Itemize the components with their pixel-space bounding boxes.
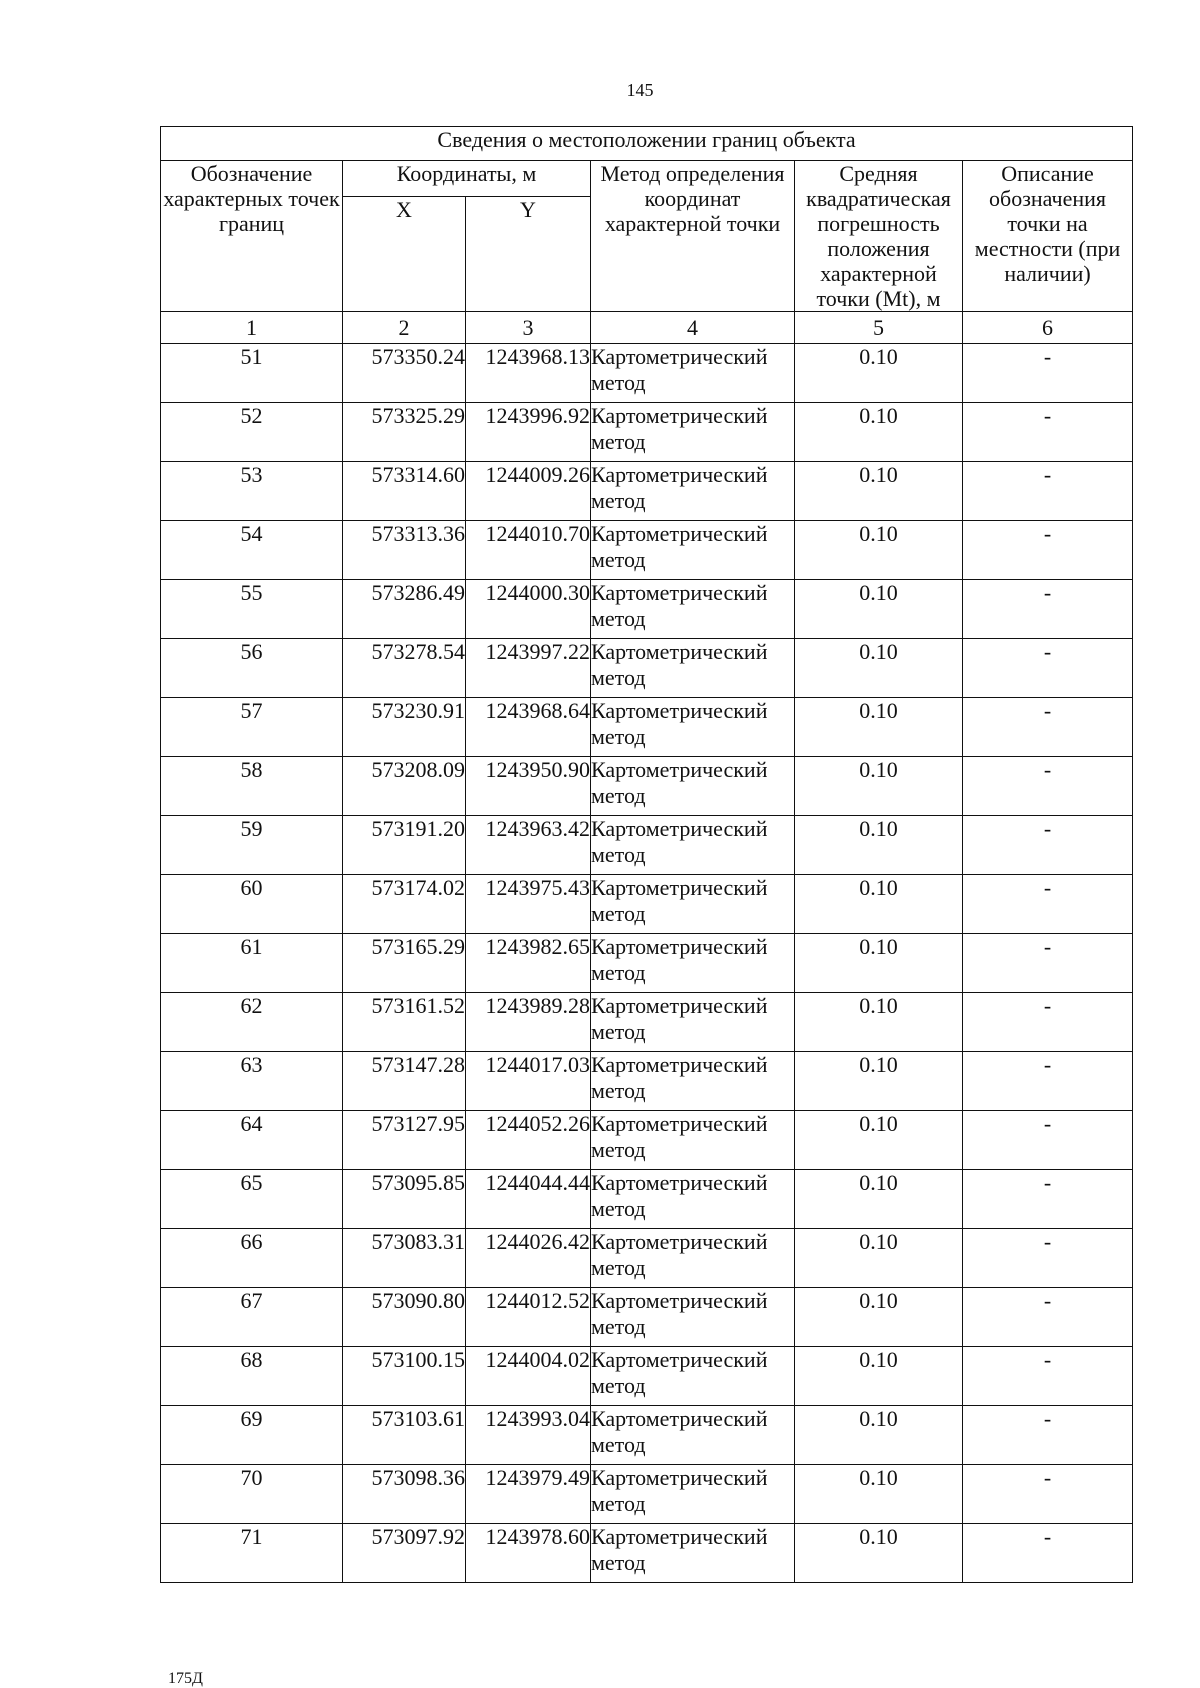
point-number-cell: 71 (161, 1524, 343, 1583)
column-number: 3 (466, 312, 591, 344)
description-cell: - (963, 1406, 1133, 1465)
table-row (161, 462, 1133, 521)
header-description: Описание обозначения точки на местности (при наличии) (963, 161, 1133, 312)
header-method: Метод определения координат характерной точки (591, 161, 795, 312)
table-row (161, 1229, 1133, 1288)
description-cell: - (963, 1111, 1133, 1170)
y-coordinate-cell: 1243989.28 (466, 993, 591, 1052)
y-coordinate-cell: 1243975.43 (466, 875, 591, 934)
description-cell: - (963, 1288, 1133, 1347)
table-row (161, 1406, 1133, 1465)
y-coordinate-cell: 1244010.70 (466, 521, 591, 580)
x-coordinate-cell: 573278.54 (343, 639, 466, 698)
point-number-cell: 51 (161, 344, 343, 403)
x-coordinate-cell: 573100.15 (343, 1347, 466, 1406)
accuracy-cell: 0.10 (795, 403, 963, 462)
point-number-cell: 62 (161, 993, 343, 1052)
point-number-cell: 60 (161, 875, 343, 934)
accuracy-cell: 0.10 (795, 1170, 963, 1229)
accuracy-cell: 0.10 (795, 580, 963, 639)
point-number-cell: 66 (161, 1229, 343, 1288)
method-cell: Картометрический метод (591, 1406, 795, 1465)
x-coordinate-cell: 573161.52 (343, 993, 466, 1052)
accuracy-cell: 0.10 (795, 1229, 963, 1288)
y-coordinate-cell: 1243950.90 (466, 757, 591, 816)
table-row (161, 993, 1133, 1052)
column-number: 5 (795, 312, 963, 344)
x-coordinate-cell: 573083.31 (343, 1229, 466, 1288)
x-coordinate-cell: 573097.92 (343, 1524, 466, 1583)
description-cell: - (963, 1465, 1133, 1524)
x-coordinate-cell: 573191.20 (343, 816, 466, 875)
accuracy-cell: 0.10 (795, 521, 963, 580)
x-coordinate-cell: 573127.95 (343, 1111, 466, 1170)
x-coordinate-cell: 573325.29 (343, 403, 466, 462)
accuracy-cell: 0.10 (795, 1524, 963, 1583)
table-row (161, 698, 1133, 757)
x-coordinate-cell: 573147.28 (343, 1052, 466, 1111)
x-coordinate-cell: 573313.36 (343, 521, 466, 580)
accuracy-cell: 0.10 (795, 1052, 963, 1111)
method-cell: Картометрический метод (591, 1170, 795, 1229)
point-number-cell: 65 (161, 1170, 343, 1229)
accuracy-cell: 0.10 (795, 344, 963, 403)
point-number-cell: 69 (161, 1406, 343, 1465)
point-number-cell: 58 (161, 757, 343, 816)
description-cell: - (963, 698, 1133, 757)
accuracy-cell: 0.10 (795, 698, 963, 757)
header-y: Y (466, 197, 591, 312)
table-row (161, 934, 1133, 993)
accuracy-cell: 0.10 (795, 1111, 963, 1170)
x-coordinate-cell: 573165.29 (343, 934, 466, 993)
y-coordinate-cell: 1243963.42 (466, 816, 591, 875)
table-row (161, 1052, 1133, 1111)
method-cell: Картометрический метод (591, 1111, 795, 1170)
x-coordinate-cell: 573098.36 (343, 1465, 466, 1524)
point-number-cell: 67 (161, 1288, 343, 1347)
accuracy-cell: 0.10 (795, 816, 963, 875)
accuracy-cell: 0.10 (795, 1465, 963, 1524)
table-row (161, 816, 1133, 875)
method-cell: Картометрический метод (591, 875, 795, 934)
y-coordinate-cell: 1244026.42 (466, 1229, 591, 1288)
point-number-cell: 56 (161, 639, 343, 698)
y-coordinate-cell: 1244052.26 (466, 1111, 591, 1170)
table-row (161, 757, 1133, 816)
description-cell: - (963, 1524, 1133, 1583)
point-number-cell: 61 (161, 934, 343, 993)
description-cell: - (963, 993, 1133, 1052)
description-cell: - (963, 580, 1133, 639)
y-coordinate-cell: 1244044.44 (466, 1170, 591, 1229)
description-cell: - (963, 1347, 1133, 1406)
description-cell: - (963, 344, 1133, 403)
point-number-cell: 52 (161, 403, 343, 462)
table-row (161, 403, 1133, 462)
accuracy-cell: 0.10 (795, 757, 963, 816)
table-row (161, 1288, 1133, 1347)
x-coordinate-cell: 573314.60 (343, 462, 466, 521)
table-row (161, 875, 1133, 934)
method-cell: Картометрический метод (591, 1288, 795, 1347)
x-coordinate-cell: 573174.02 (343, 875, 466, 934)
x-coordinate-cell: 573350.24 (343, 344, 466, 403)
method-cell: Картометрический метод (591, 1524, 795, 1583)
method-cell: Картометрический метод (591, 462, 795, 521)
description-cell: - (963, 639, 1133, 698)
y-coordinate-cell: 1243996.92 (466, 403, 591, 462)
table-row (161, 1111, 1133, 1170)
y-coordinate-cell: 1243978.60 (466, 1524, 591, 1583)
y-coordinate-cell: 1243968.64 (466, 698, 591, 757)
method-cell: Картометрический метод (591, 521, 795, 580)
header-accuracy: Средняя квадратическая погрешность положения характерной точки (Mt), м (795, 161, 963, 312)
method-cell: Картометрический метод (591, 993, 795, 1052)
accuracy-cell: 0.10 (795, 1288, 963, 1347)
y-coordinate-cell: 1243993.04 (466, 1406, 591, 1465)
table-row (161, 521, 1133, 580)
table-row (161, 580, 1133, 639)
table-row (161, 1465, 1133, 1524)
y-coordinate-cell: 1244004.02 (466, 1347, 591, 1406)
description-cell: - (963, 1229, 1133, 1288)
y-coordinate-cell: 1244017.03 (466, 1052, 591, 1111)
accuracy-cell: 0.10 (795, 934, 963, 993)
method-cell: Картометрический метод (591, 1229, 795, 1288)
boundary-coordinates-table (160, 126, 1133, 1583)
x-coordinate-cell: 573208.09 (343, 757, 466, 816)
footer-code: 175Д (168, 1670, 203, 1687)
method-cell: Картометрический метод (591, 344, 795, 403)
description-cell: - (963, 757, 1133, 816)
y-coordinate-cell: 1243997.22 (466, 639, 591, 698)
point-number-cell: 63 (161, 1052, 343, 1111)
y-coordinate-cell: 1244012.52 (466, 1288, 591, 1347)
column-numbers-row (161, 312, 1133, 344)
y-coordinate-cell: 1243968.13 (466, 344, 591, 403)
point-number-cell: 70 (161, 1465, 343, 1524)
point-number-cell: 59 (161, 816, 343, 875)
x-coordinate-cell: 573103.61 (343, 1406, 466, 1465)
header-x: X (343, 197, 466, 312)
page-number: 145 (626, 80, 654, 100)
y-coordinate-cell: 1244009.26 (466, 462, 591, 521)
method-cell: Картометрический метод (591, 1347, 795, 1406)
header-point: Обозначение характерных точек границ (161, 161, 343, 312)
method-cell: Картометрический метод (591, 1052, 795, 1111)
method-cell: Картометрический метод (591, 580, 795, 639)
accuracy-cell: 0.10 (795, 639, 963, 698)
point-number-cell: 57 (161, 698, 343, 757)
method-cell: Картометрический метод (591, 403, 795, 462)
table-row (161, 344, 1133, 403)
y-coordinate-cell: 1243982.65 (466, 934, 591, 993)
table-row (161, 639, 1133, 698)
description-cell: - (963, 934, 1133, 993)
method-cell: Картометрический метод (591, 639, 795, 698)
x-coordinate-cell: 573090.80 (343, 1288, 466, 1347)
column-number: 2 (343, 312, 466, 344)
x-coordinate-cell: 573230.91 (343, 698, 466, 757)
point-number-cell: 68 (161, 1347, 343, 1406)
y-coordinate-cell: 1244000.30 (466, 580, 591, 639)
point-number-cell: 55 (161, 580, 343, 639)
method-cell: Картометрический метод (591, 698, 795, 757)
point-number-cell: 53 (161, 462, 343, 521)
header-coordinates: Координаты, м (343, 161, 591, 197)
accuracy-cell: 0.10 (795, 1406, 963, 1465)
method-cell: Картометрический метод (591, 757, 795, 816)
x-coordinate-cell: 573286.49 (343, 580, 466, 639)
description-cell: - (963, 1170, 1133, 1229)
description-cell: - (963, 1052, 1133, 1111)
table-row (161, 1347, 1133, 1406)
point-number-cell: 54 (161, 521, 343, 580)
description-cell: - (963, 816, 1133, 875)
description-cell: - (963, 403, 1133, 462)
column-number: 6 (963, 312, 1133, 344)
point-number-cell: 64 (161, 1111, 343, 1170)
description-cell: - (963, 875, 1133, 934)
table-title: Сведения о местоположении границ объекта (161, 127, 1133, 161)
accuracy-cell: 0.10 (795, 993, 963, 1052)
accuracy-cell: 0.10 (795, 875, 963, 934)
y-coordinate-cell: 1243979.49 (466, 1465, 591, 1524)
description-cell: - (963, 462, 1133, 521)
method-cell: Картометрический метод (591, 1465, 795, 1524)
column-number: 4 (591, 312, 795, 344)
x-coordinate-cell: 573095.85 (343, 1170, 466, 1229)
table-row (161, 1524, 1133, 1583)
accuracy-cell: 0.10 (795, 1347, 963, 1406)
table-row (161, 1170, 1133, 1229)
accuracy-cell: 0.10 (795, 462, 963, 521)
method-cell: Картометрический метод (591, 934, 795, 993)
description-cell: - (963, 521, 1133, 580)
method-cell: Картометрический метод (591, 816, 795, 875)
column-number: 1 (161, 312, 343, 344)
